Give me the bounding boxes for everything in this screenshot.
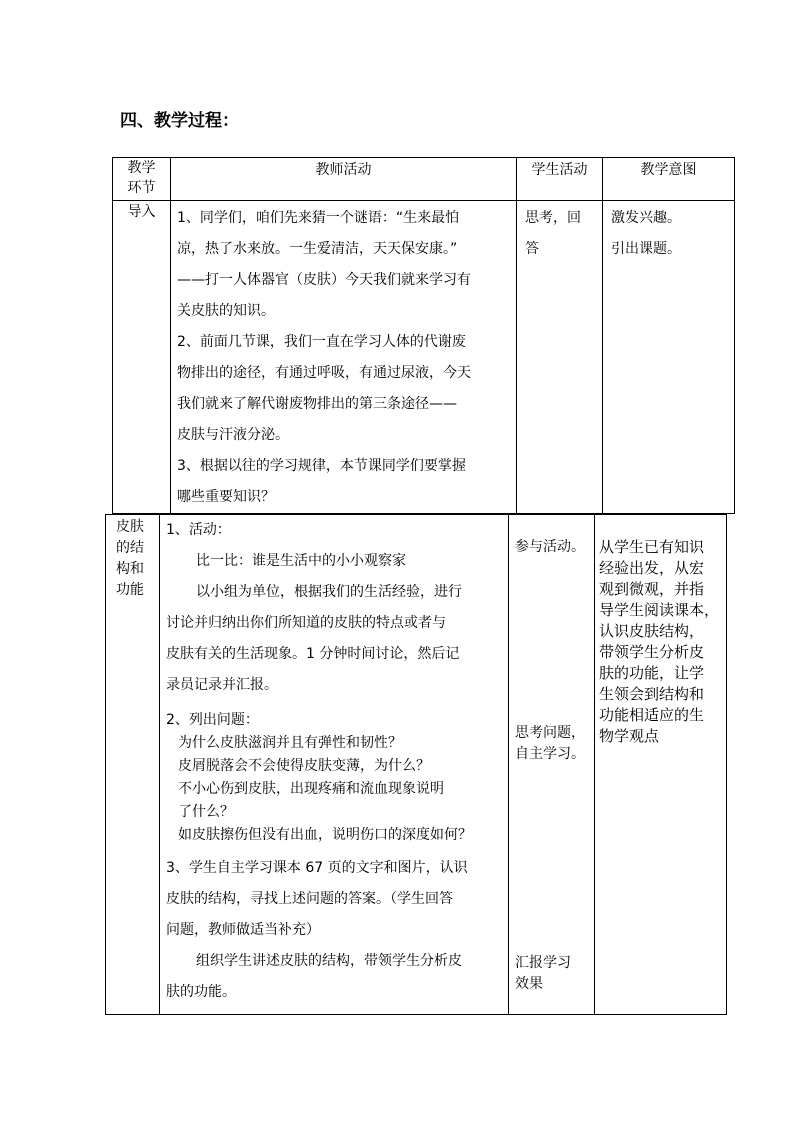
text-line: 物学观点 (599, 727, 660, 745)
table-row-skin (106, 515, 727, 1015)
text-line: 经验出发，从宏 (599, 559, 705, 577)
text-line: 关皮肤的知识。 (177, 303, 275, 319)
question-item: 皮屑脱落会不会使得皮肤变薄，为什么？ (178, 758, 430, 774)
text-line: 问题，教师做适当补充） (166, 922, 320, 938)
text-line: 构和 (116, 561, 144, 577)
student-item: 汇报学习 (515, 955, 571, 971)
text-line: 思考，回 (525, 210, 581, 226)
question-item: 为什么皮肤滋润并且有弹性和韧性？ (178, 735, 402, 751)
text-line: ——打一人体器官（皮肤）今天我们就来学习有 (177, 272, 471, 288)
activity-name: 比一比：谁是生活中的小小观察家 (196, 553, 406, 569)
process-table-top (112, 157, 735, 514)
student-activity-skin (509, 515, 595, 1015)
student-item: 自主学习。 (515, 746, 585, 762)
text-line: 导学生阅读课本， (599, 601, 720, 619)
text-line: 哪些重要知识？ (177, 489, 275, 505)
text-line: 肤的功能，让学 (599, 664, 705, 682)
header-stage: 教学环节 (113, 158, 171, 201)
stage-intro: 导入 (113, 201, 171, 514)
intent-skin (595, 515, 727, 1015)
table-header-row (113, 158, 735, 201)
text-line: 2、前面几节课，我们一直在学习人体的代谢废 (177, 334, 466, 350)
text-line: 录员记录并汇报。 (166, 677, 278, 693)
text-line: 1、同学们，咱们先来猜一个谜语：“生来最怕 (177, 210, 460, 226)
header-teacher: 教师活动 (171, 158, 517, 201)
text-line: 我们就来了解代谢废物排出的第三条途径—— (177, 396, 457, 412)
text-line: 激发兴趣。 (611, 210, 681, 226)
text-line: 讨论并归纳出你们所知道的皮肤的特点或者与 (166, 615, 446, 631)
text-line: 皮肤 (116, 519, 144, 535)
text-line: 组织学生讲述皮肤的结构，带领学生分析皮 (196, 953, 462, 969)
student-activity-intro (517, 201, 603, 514)
header-intent: 教学意图 (603, 158, 735, 201)
text-line: 从学生已有知识 (599, 538, 705, 556)
text-line: 3、学生自主学习课本 67 页的文字和图片，认识 (166, 860, 468, 876)
text-line: 认识皮肤结构， (599, 622, 705, 640)
text-line: 功能相适应的生 (599, 706, 705, 724)
question-item: 了什么？ (178, 804, 234, 820)
activity-title: 1、活动： (166, 522, 231, 538)
text-line: 功能 (116, 582, 144, 598)
text-line: 生领会到结构和 (599, 685, 705, 703)
text-line: 凉，热了水来放。一生爱清洁，天天保安康。” (177, 241, 458, 257)
teacher-activity-skin (160, 515, 509, 1015)
intent-intro (603, 201, 735, 514)
header-student: 学生活动 (517, 158, 603, 201)
text-line: 物排出的途径，有通过呼吸，有通过尿液，今天 (177, 365, 471, 381)
student-item: 效果 (515, 976, 543, 992)
table-row-intro (113, 201, 735, 514)
text-line: 引出课题。 (611, 241, 681, 257)
text-line: 3、根据以往的学习规律，本节课同学们要掌握 (177, 458, 466, 474)
question-item: 不小心伤到皮肤，出现疼痛和流血现象说明 (178, 781, 444, 797)
question-item: 如皮肤擦伤但没有出血，说明伤口的深度如何？ (178, 827, 472, 843)
text-line: 的结 (116, 540, 144, 556)
text-line: 答 (525, 241, 539, 257)
stage-skin (106, 515, 160, 1015)
student-item: 思考问题， (515, 725, 585, 741)
text-line: 皮肤有关的生活现象。1 分钟时间讨论，然后记 (166, 646, 460, 662)
text-line: 皮肤与汗液分泌。 (177, 427, 289, 443)
text-line: 观到微观，并指 (599, 580, 705, 598)
text-line: 皮肤的结构，寻找上述问题的答案。（学生回答 (166, 891, 453, 907)
process-table-bottom (105, 514, 727, 1015)
text-line: 以小组为单位，根据我们的生活经验，进行 (196, 584, 462, 600)
text-line: 带领学生分析皮 (599, 643, 705, 661)
section-heading: 四、教学过程： (120, 111, 239, 131)
text-line: 肤的功能。 (166, 984, 236, 1000)
student-item: 参与活动。 (515, 539, 585, 555)
questions-title: 2、列出问题： (166, 712, 259, 728)
teacher-activity-intro (171, 201, 517, 514)
